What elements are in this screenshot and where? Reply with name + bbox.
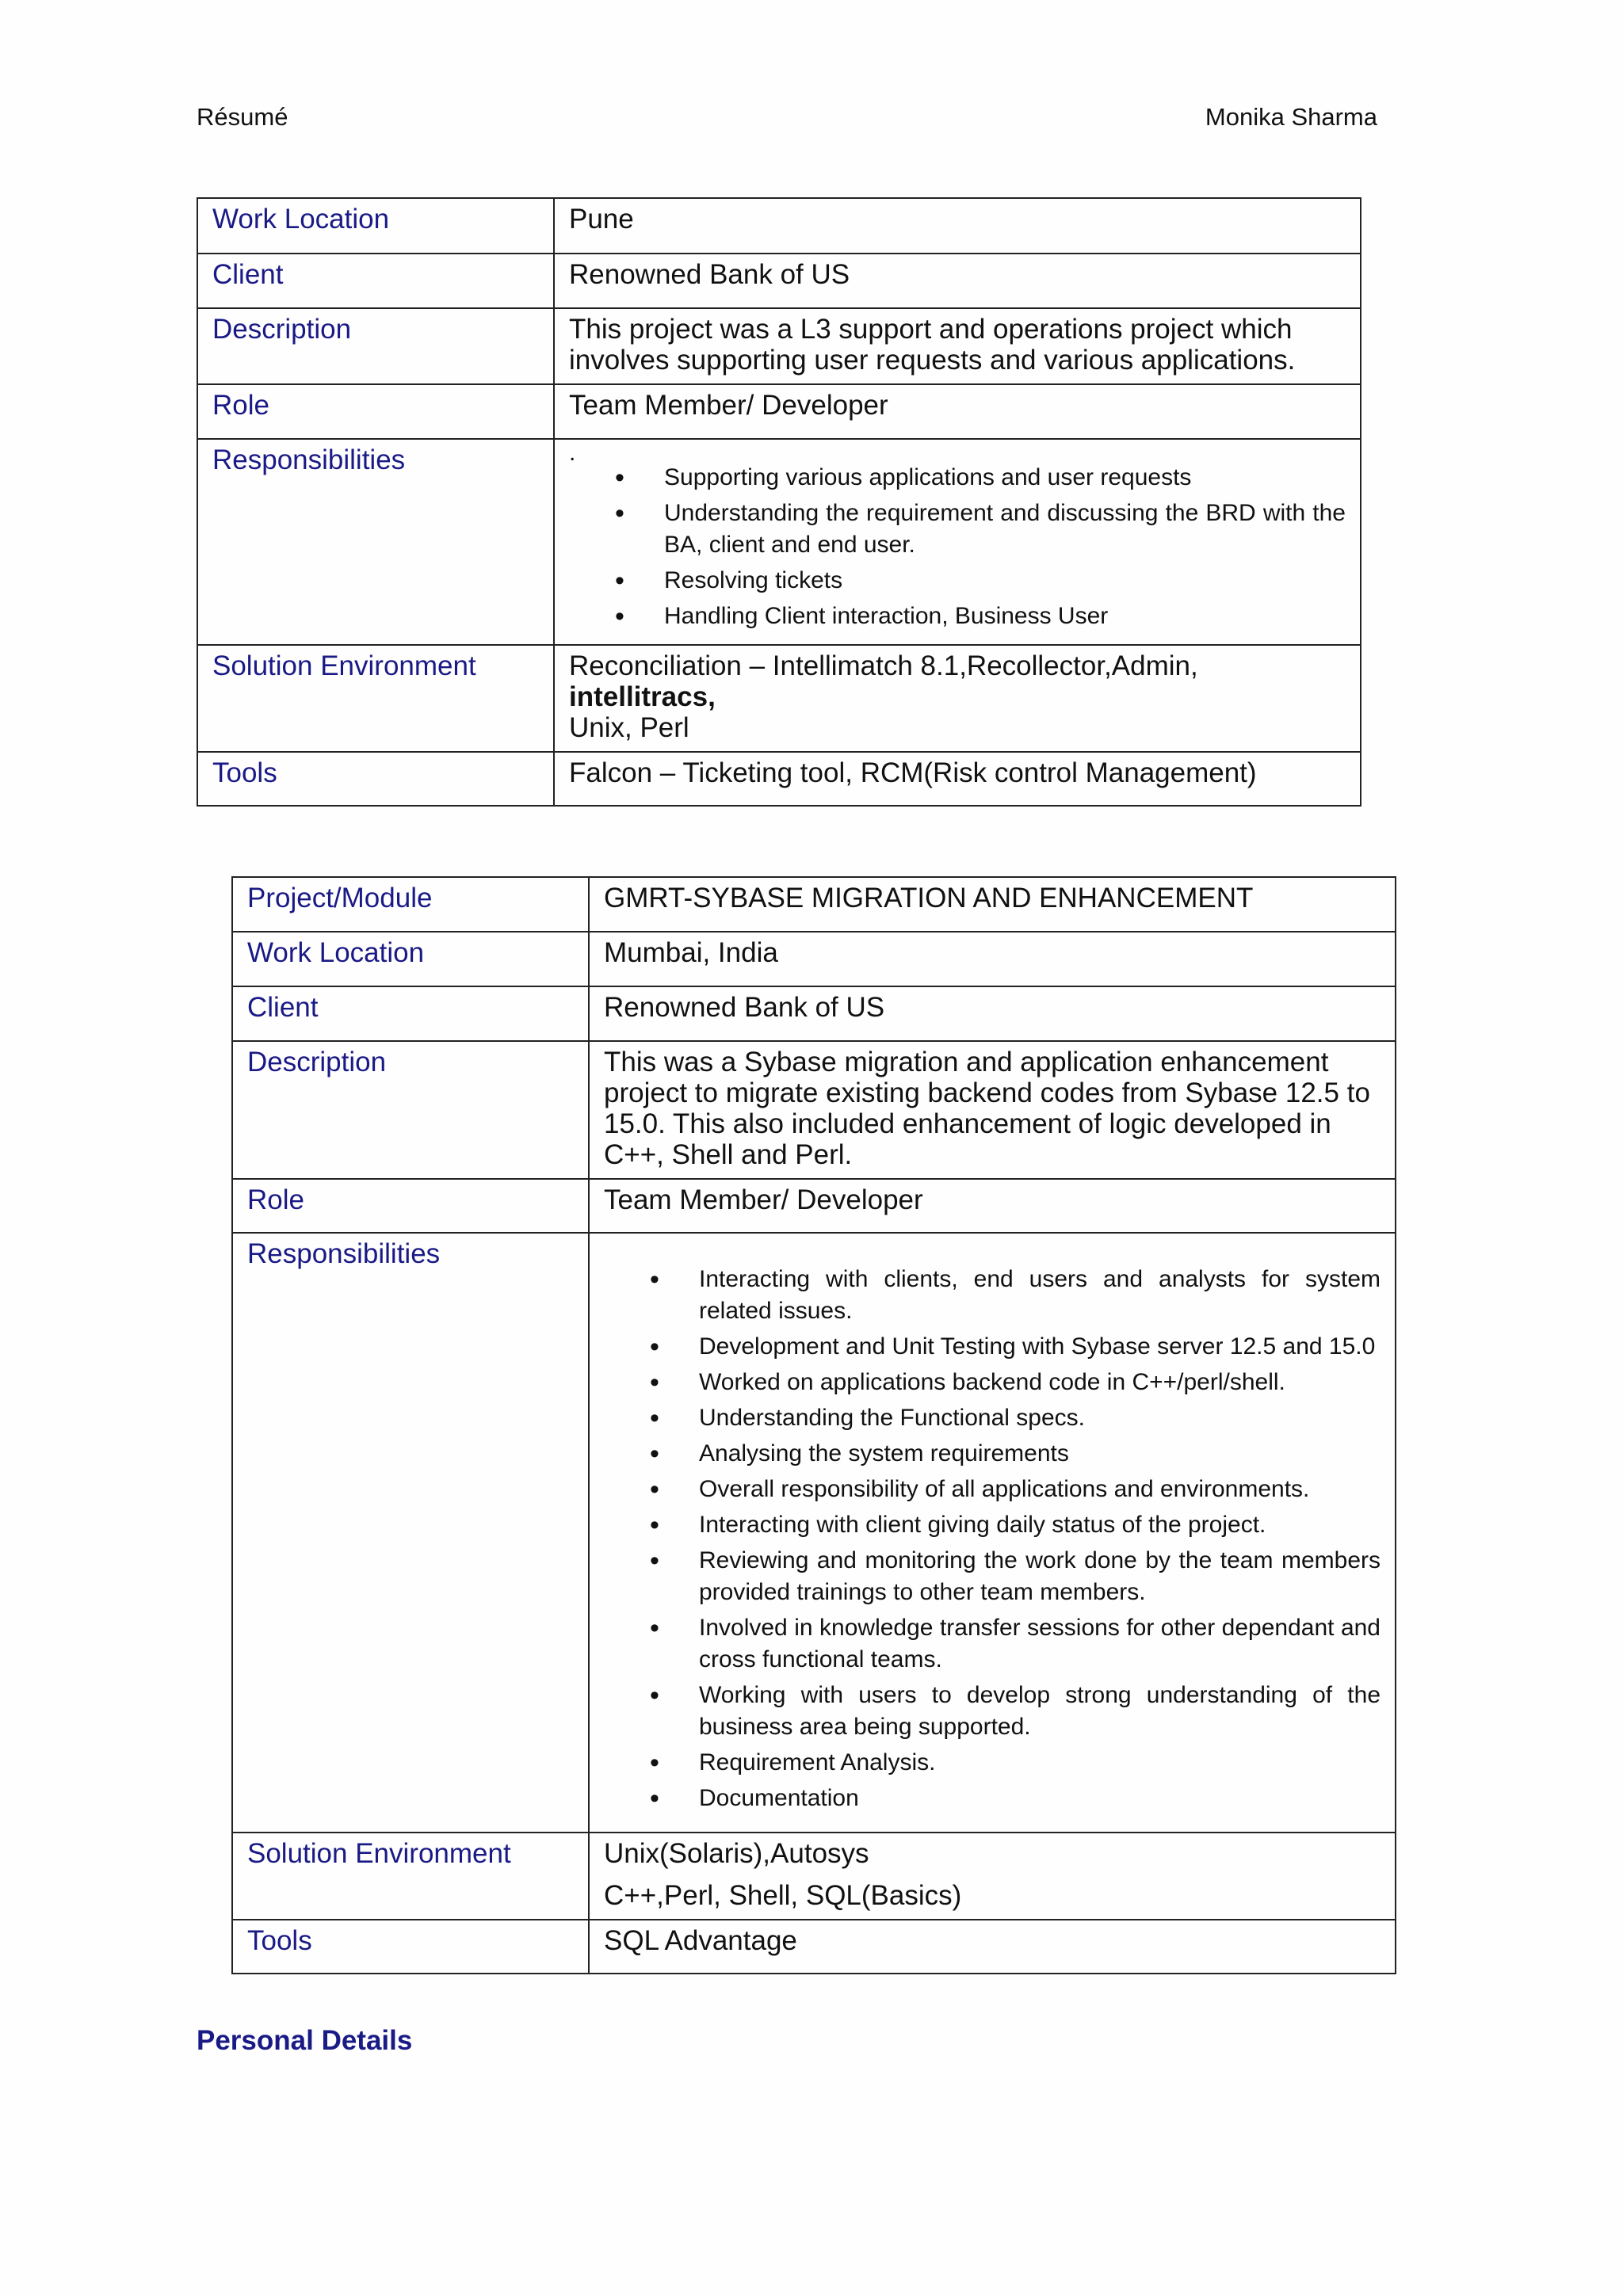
table-row	[232, 1233, 1396, 1833]
list-item: • Documentation	[604, 1783, 1381, 1814]
project-module-label: Project/Module	[232, 877, 589, 932]
work-location-value: Mumbai, India	[589, 932, 1396, 986]
table-row	[232, 877, 1396, 932]
description-value: This was a Sybase migration and application enhancement project to migrate existing backend codes from Sybase 12.5 to 15.0. This also included enhancement of logic developed in C++, Shell and Perl.	[589, 1041, 1396, 1179]
project-module-value: GMRT-SYBASE MIGRATION AND ENHANCEMENT	[589, 877, 1396, 932]
solution-environment-bold: intellitracs,	[569, 681, 716, 712]
header-right-name: Monika Sharma	[1205, 103, 1377, 131]
table-row	[232, 1920, 1396, 1974]
work-location-label: Work Location	[197, 198, 554, 254]
responsibilities-label: Responsibilities	[232, 1233, 589, 1833]
responsibilities-label: Responsibilities	[197, 439, 554, 645]
responsibilities-list	[569, 462, 1346, 632]
client-label: Client	[197, 254, 554, 308]
list-item: • Interacting with client giving daily status of the project.	[604, 1509, 1381, 1541]
lead-mark: .	[569, 440, 576, 466]
tools-label: Tools	[197, 752, 554, 806]
list-item: • Interacting with clients, end users and analysts for system related issues.	[604, 1264, 1381, 1327]
role-value: Team Member/ Developer	[554, 384, 1361, 439]
table-row	[197, 645, 1361, 752]
solution-environment-value	[554, 645, 1361, 752]
description-value: This project was a L3 support and operations project which involves supporting user requests and various applications.	[554, 308, 1361, 384]
table-row	[197, 439, 1361, 645]
role-value: Team Member/ Developer	[589, 1179, 1396, 1233]
list-item: • Supporting various applications and user requests	[569, 462, 1346, 494]
list-item: • Handling Client interaction, Business User	[569, 601, 1346, 632]
responsibilities-cell	[554, 439, 1361, 645]
list-item: • Understanding the Functional specs.	[604, 1402, 1381, 1434]
description-label: Description	[232, 1041, 589, 1179]
tools-value: SQL Advantage	[589, 1920, 1396, 1974]
list-item: • Requirement Analysis.	[604, 1747, 1381, 1779]
table-row	[232, 1179, 1396, 1233]
tools-value: Falcon – Ticketing tool, RCM(Risk control Management)	[554, 752, 1361, 806]
list-item: • Overall responsibility of all applications and environments.	[604, 1474, 1381, 1505]
solution-environment-line1: Unix(Solaris),Autosys	[604, 1838, 869, 1869]
work-location-value: Pune	[554, 198, 1361, 254]
solution-environment-label: Solution Environment	[197, 645, 554, 752]
role-label: Role	[197, 384, 554, 439]
project1-table	[197, 197, 1361, 807]
table-row	[197, 254, 1361, 308]
solution-environment-value	[589, 1833, 1396, 1920]
client-value: Renowned Bank of US	[554, 254, 1361, 308]
tools-label: Tools	[232, 1920, 589, 1974]
table-row	[197, 384, 1361, 439]
list-item: • Understanding the requirement and discussing the BRD with the BA, client and end user.	[569, 498, 1346, 561]
list-item: • Reviewing and monitoring the work done by the team members provided trainings to other team members.	[604, 1545, 1381, 1608]
solution-environment-line2: C++,Perl, Shell, SQL(Basics)	[604, 1880, 962, 1911]
work-location-label: Work Location	[232, 932, 589, 986]
role-label: Role	[232, 1179, 589, 1233]
table-row	[197, 752, 1361, 806]
table-row	[232, 1041, 1396, 1179]
list-item: • Worked on applications backend code in C++/perl/shell.	[604, 1367, 1381, 1398]
table-row	[232, 932, 1396, 986]
client-value: Renowned Bank of US	[589, 986, 1396, 1041]
table-row	[197, 198, 1361, 254]
list-item: • Resolving tickets	[569, 565, 1346, 597]
solution-environment-label: Solution Environment	[232, 1833, 589, 1920]
header-left-title: Résumé	[197, 103, 288, 131]
solution-environment-main: Reconciliation – Intellimatch 8.1,Recollector,Admin,	[569, 650, 1198, 681]
table-row	[197, 308, 1361, 384]
solution-environment-tail: Unix, Perl	[569, 712, 689, 743]
list-item: • Involved in knowledge transfer sessions for other dependant and cross functional teams.	[604, 1612, 1381, 1676]
personal-details-heading: Personal Details	[197, 2025, 413, 2056]
client-label: Client	[232, 986, 589, 1041]
table-row	[232, 1833, 1396, 1920]
description-label: Description	[197, 308, 554, 384]
list-item: • Development and Unit Testing with Sybase server 12.5 and 15.0	[604, 1331, 1381, 1363]
table-row	[232, 986, 1396, 1041]
project2-table	[231, 876, 1396, 1974]
responsibilities-list	[604, 1264, 1381, 1814]
list-item: • Working with users to develop strong understanding of the business area being supported.	[604, 1680, 1381, 1743]
responsibilities-cell	[589, 1233, 1396, 1833]
list-item: • Analysing the system requirements	[604, 1438, 1381, 1470]
